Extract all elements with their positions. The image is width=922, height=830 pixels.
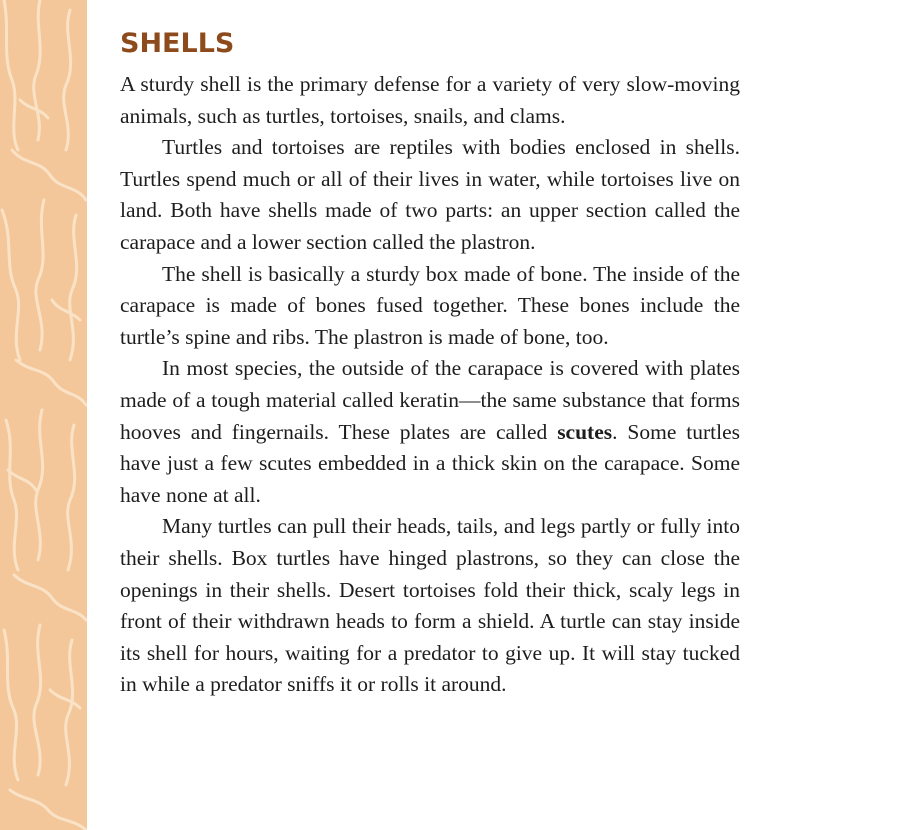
decorative-side-strip (0, 0, 87, 830)
paragraph-turtles-tortoises: Turtles and tortoises are reptiles with bodies enclosed in shells. Turtles spend much or all of their lives in water, while tortoises live on land. Both have shells made of two parts: an upper section called the carapace and a lower section called the plastron. (120, 135, 740, 254)
paragraph-shell-bone: The shell is basically a sturdy box made of bone. The inside of the carapace is made of bones fused together. These bones include the turtle’s spine and ribs. The plastron is made of bone, too. (120, 261, 740, 349)
paragraph-scutes (120, 353, 740, 511)
paragraph-withdrawal: Many turtles can pull their heads, tails, and legs partly or fully into their shells. Box turtles have hinged plastrons, so they can close the openings in their shells. Desert tortoises fold their thick, scaly legs in front of their withdrawn heads to form a shield. A turtle can stay inside its shell for hours, waiting for a predator to give up. It will stay tucked in while a predator sniffs it or rolls it around. (120, 514, 740, 697)
paragraph-scutes-text-before: In most species, the outside of the carapace is covered with plates made of a tough material called keratin—the same substance that forms hooves and fingernails. These plates are called (120, 356, 740, 444)
shell-pattern-graphic (0, 0, 87, 830)
paragraph-intro: A sturdy shell is the primary defense for a variety of very slow-moving animals, such as turtles, tortoises, snails, and clams. (120, 72, 740, 128)
article-content (120, 26, 740, 701)
paragraph-scutes-text-after: . Some turtles have just a few scutes embedded in a thick skin on the carapace. Some have none at all. (120, 419, 740, 507)
section-heading: SHELLS (120, 28, 235, 59)
term-scutes: scutes (557, 419, 613, 444)
